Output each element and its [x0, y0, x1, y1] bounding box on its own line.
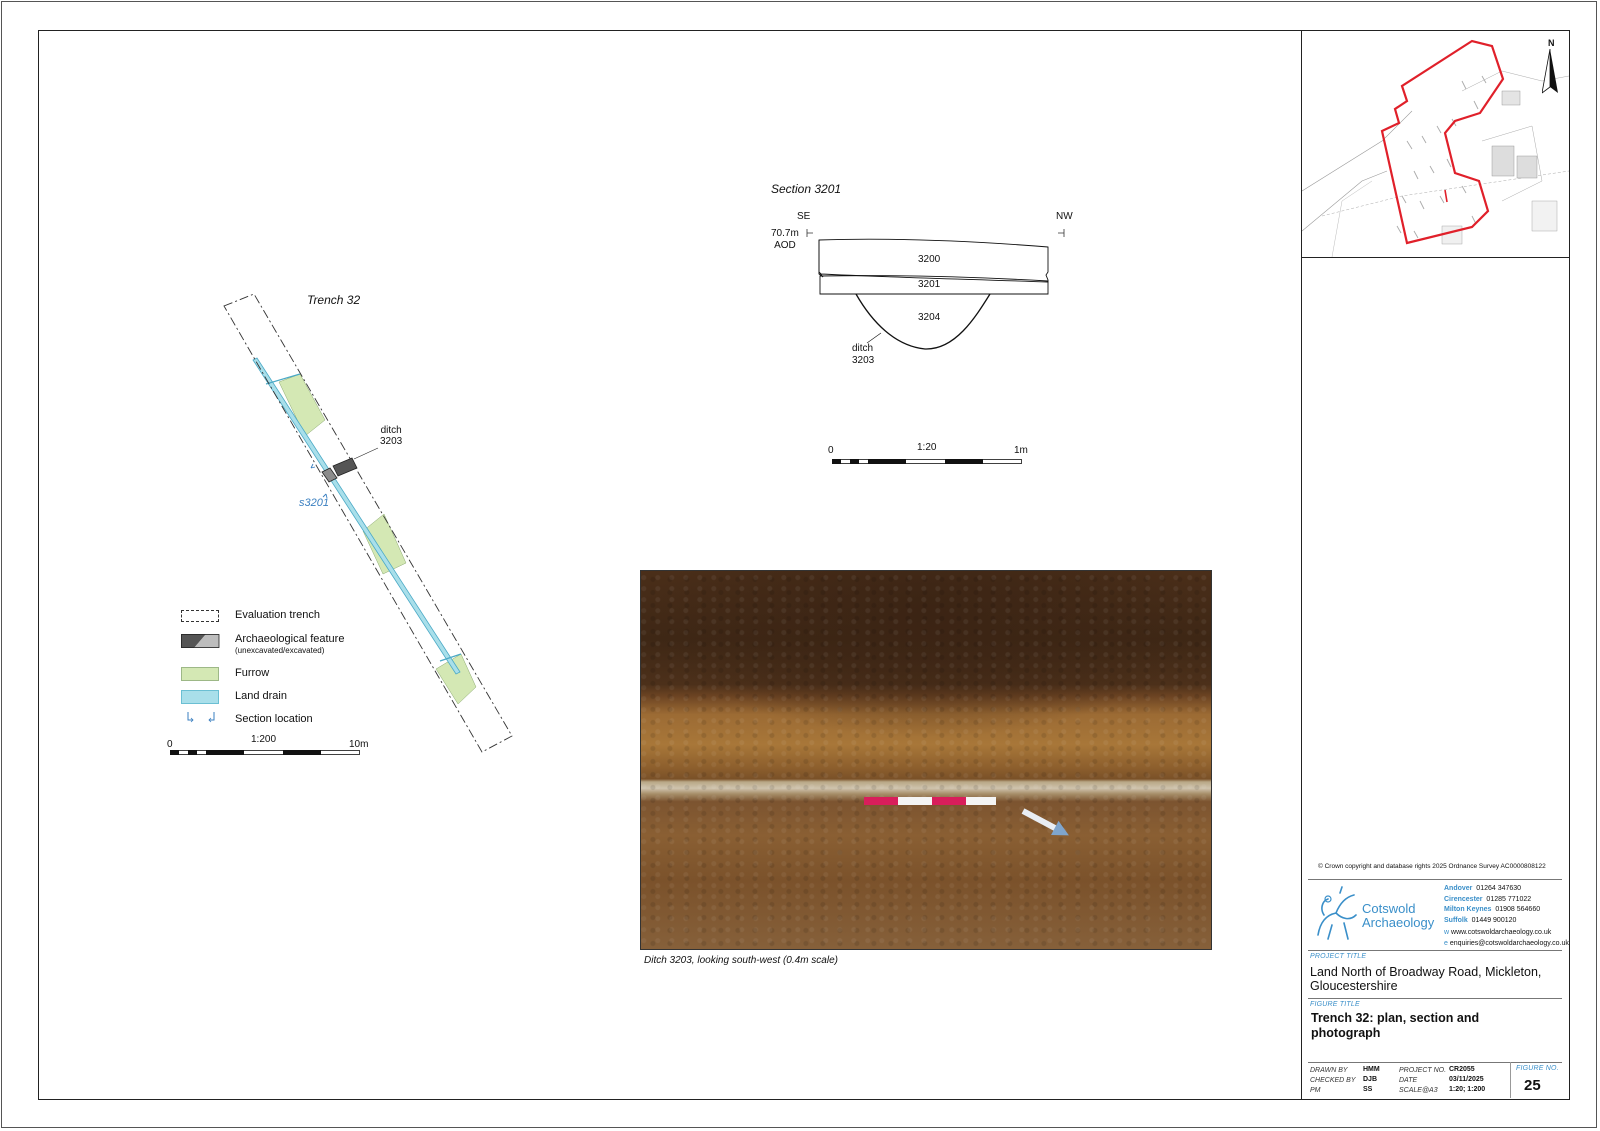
checked-by-value: DJB	[1363, 1076, 1378, 1083]
land-drain	[253, 358, 460, 674]
project-title-line2: Gloucestershire	[1310, 979, 1398, 993]
office-list	[1444, 884, 1569, 949]
section-layer-3201: 3201	[918, 279, 941, 290]
legend-label-trench: Evaluation trench	[235, 609, 320, 621]
project-title	[1310, 965, 1541, 993]
section-scale-end: 1m	[1014, 445, 1028, 456]
figure-title-label: FIGURE TITLE	[1310, 1001, 1360, 1008]
office-cirencester-name: Cirencester	[1444, 895, 1483, 903]
figure-title-line1: Trench 32: plan, section and	[1311, 1011, 1480, 1025]
legend-label-section: Section location	[235, 713, 313, 725]
date-value: 03/11/2025	[1449, 1076, 1484, 1083]
legend-swatch-section	[185, 711, 217, 723]
project-no-value: CR2055	[1449, 1066, 1475, 1073]
office-cirencester	[1444, 895, 1569, 906]
company-name-line2: Archaeology	[1362, 915, 1435, 930]
email-link[interactable]	[1444, 939, 1569, 950]
cotswold-horse-logo-icon	[1310, 885, 1364, 945]
office-cirencester-phone: 01285 771022	[1486, 895, 1532, 903]
divider-2	[1308, 950, 1562, 951]
pm-label: PM	[1310, 1087, 1321, 1094]
ditch-unexcavated	[333, 458, 357, 476]
office-milton-keynes	[1444, 905, 1569, 916]
plan-scale-ratio: 1:200	[251, 734, 277, 745]
plan-ditch-label	[380, 425, 402, 447]
email-prefix: e	[1444, 939, 1448, 947]
project-title-line1: Land North of Broadway Road, Mickleton,	[1310, 965, 1542, 979]
section-scale-bar	[832, 459, 1024, 465]
plan-scale-bar	[170, 750, 362, 756]
legend-swatch-trench	[181, 610, 219, 622]
website-prefix: w	[1444, 929, 1450, 936]
copyright-notice: © Crown copyright and database rights 2025 Ordnance Survey AC0000808122	[1318, 863, 1546, 870]
location-map-drawing	[1302, 31, 1569, 257]
photo-caption: Ditch 3203, looking south-west (0.4m scale)	[644, 955, 838, 966]
office-andover-name: Andover	[1444, 885, 1473, 892]
section-level-line2: AOD	[774, 240, 796, 251]
project-no-label: PROJECT NO.	[1399, 1067, 1447, 1074]
pm-value: SS	[1363, 1086, 1373, 1093]
section-marker-arrow-1	[311, 464, 315, 468]
location-map	[1302, 31, 1569, 258]
office-andover	[1444, 884, 1569, 895]
office-andover-phone: 01264 347630	[1476, 885, 1522, 892]
drawn-by-value: HMM	[1363, 1066, 1380, 1073]
section-dir-se: SE	[797, 211, 811, 222]
legend-swatch-furrow	[181, 667, 219, 681]
website-link[interactable]	[1444, 928, 1569, 939]
legend-label-furrow: Furrow	[235, 667, 270, 679]
figure-title	[1311, 1011, 1479, 1041]
email-address[interactable]: enquiries@cotswoldarchaeology.co.uk	[1449, 939, 1569, 947]
section-scale-start: 0	[828, 445, 834, 456]
section-ditch-label-line2: 3203	[852, 355, 875, 366]
plan-ditch-label-line2: 3203	[380, 436, 403, 447]
north-arrow-icon	[1542, 49, 1558, 95]
date-label: DATE	[1399, 1077, 1418, 1084]
plan-title: Trench 32	[307, 293, 361, 307]
section-dir-nw: NW	[1056, 211, 1073, 222]
drawn-by-label: DRAWN BY	[1310, 1067, 1348, 1074]
figure-title-line2: photograph	[1311, 1026, 1381, 1040]
figure-no-value: 25	[1524, 1077, 1541, 1094]
section-level-line1: 70.7m	[771, 228, 799, 239]
site-photograph	[640, 570, 1212, 950]
section-ditch-label-line1: ditch	[852, 343, 874, 354]
company-name-line1: Cotswold	[1362, 901, 1416, 916]
legend-swatch-land-drain	[181, 690, 219, 704]
legend-label-land-drain: Land drain	[235, 690, 287, 702]
section-marker-label: s3201	[299, 497, 329, 509]
plan-scale-end: 10m	[349, 739, 369, 750]
office-milton-keynes-name: Milton Keynes	[1444, 906, 1492, 913]
divider-3	[1308, 998, 1562, 999]
figure-no-label: FIGURE NO.	[1516, 1065, 1559, 1072]
section-ditch-label	[852, 343, 874, 367]
divider-1	[1308, 879, 1562, 880]
section-title: Section 3201	[771, 182, 842, 196]
section-scale-ratio: 1:20	[917, 442, 937, 453]
furrow-3	[436, 654, 476, 704]
north-label: N	[1548, 38, 1555, 48]
photo-scale-and-arrow	[641, 571, 1212, 950]
legend-label-feature: Archaeological feature	[235, 633, 345, 645]
office-milton-keynes-phone: 01908 564660	[1495, 906, 1541, 913]
section-drawing	[0, 0, 1300, 400]
company-name	[1362, 902, 1434, 930]
plan-scale-start: 0	[167, 739, 173, 750]
office-suffolk-phone: 01449 900120	[1471, 916, 1517, 924]
site-boundary	[1382, 41, 1503, 243]
plan-ditch-label-line1: ditch	[380, 425, 402, 436]
scale-value: 1:20; 1:200	[1449, 1086, 1486, 1093]
website-url[interactable]: www.cotswoldarchaeology.co.uk	[1451, 929, 1552, 936]
legend-sublabel-feature: (unexcavated/excavated)	[235, 646, 325, 655]
office-suffolk-name: Suffolk	[1444, 916, 1468, 924]
project-title-label: PROJECT TITLE	[1310, 953, 1367, 960]
section-layer-3204: 3204	[918, 312, 941, 323]
checked-by-label: CHECKED BY	[1310, 1077, 1356, 1084]
office-suffolk	[1444, 916, 1569, 927]
legend-swatch-feature	[181, 634, 220, 648]
scale-label: SCALE@A3	[1399, 1087, 1438, 1094]
section-layer-3200: 3200	[918, 254, 941, 265]
furrow-2	[363, 514, 406, 574]
